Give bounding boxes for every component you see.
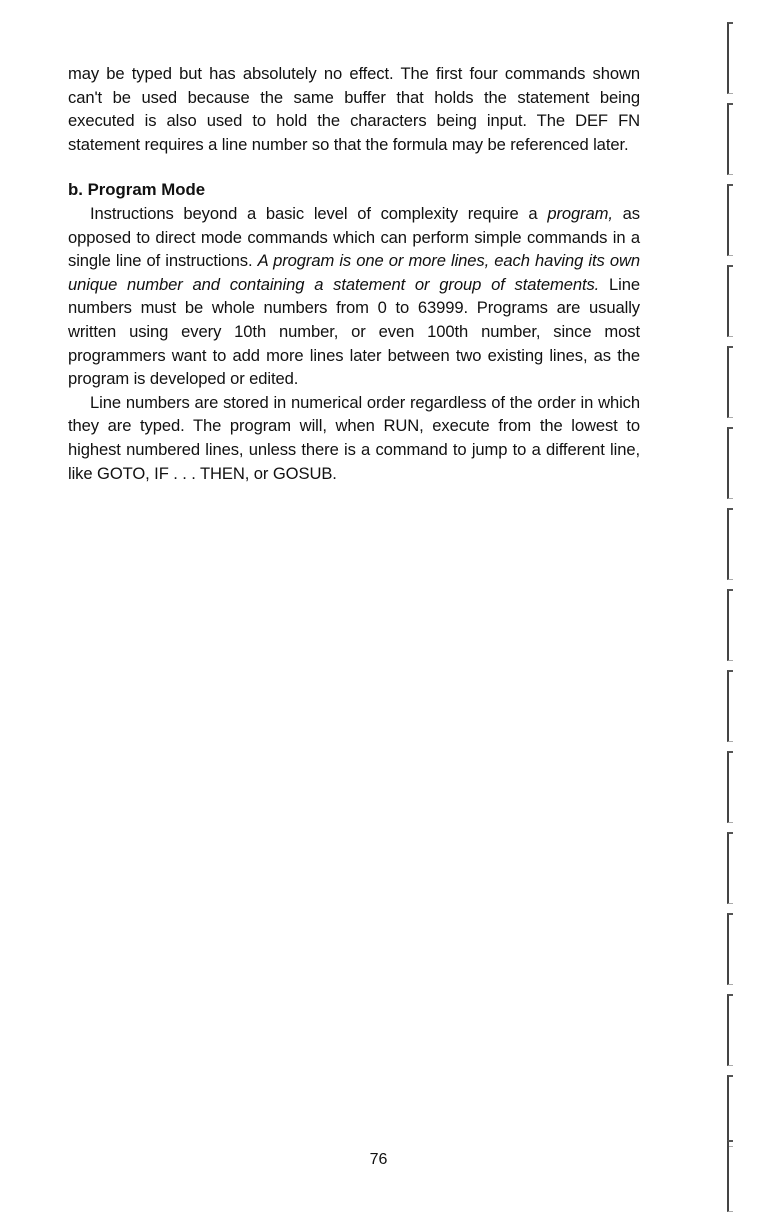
paragraph-2-italic-a: program, bbox=[547, 203, 613, 223]
binding-mark bbox=[727, 751, 733, 823]
binding-mark bbox=[727, 1075, 733, 1147]
paragraph-2-text-c: Line numbers must be whole numbers from 0 to 63999. Programs are usually written using every 10th number, or even 100th number, since most programmers want to add more lines later between two existing lines, as the program is developed or edited. bbox=[68, 274, 640, 389]
binding-mark bbox=[727, 346, 733, 418]
binding-mark bbox=[727, 670, 733, 742]
binding-mark bbox=[727, 589, 733, 661]
binding-mark bbox=[727, 913, 733, 985]
binding-mark bbox=[727, 265, 733, 337]
paragraph-continuation bbox=[68, 62, 640, 156]
binding-mark bbox=[727, 832, 733, 904]
section-heading: b. Program Mode bbox=[68, 180, 206, 200]
paragraph-2-italic-b: A program is one or more lines, each having its own unique number and containing a statement or group of statements. bbox=[68, 251, 640, 294]
binding-mark bbox=[727, 508, 733, 580]
binding-edge bbox=[727, 0, 739, 1220]
binding-mark bbox=[727, 184, 733, 256]
paragraph-3-text: Line numbers are stored in numerical order regardless of the order in which they are typed. The program will, when RUN, execute from the lowest to highest numbered lines, unless there is a command to jump to a different line, like GOTO, IF . . . THEN, or GOSUB. bbox=[68, 392, 640, 483]
binding-mark bbox=[727, 1140, 733, 1212]
paragraph-line-numbers bbox=[68, 391, 640, 485]
page-number: 76 bbox=[369, 1151, 388, 1168]
binding-mark bbox=[727, 22, 733, 94]
paragraph-2-text-a: Instructions beyond a basic level of complexity require a bbox=[90, 203, 548, 223]
page-body bbox=[68, 62, 640, 485]
paragraph-program-mode bbox=[68, 202, 640, 391]
binding-mark bbox=[727, 994, 733, 1066]
paragraph-2-text-b: as opposed to direct mode commands which can perform simple commands in a single line of instructions. bbox=[68, 203, 640, 271]
binding-mark bbox=[727, 427, 733, 499]
paragraph-1-text: may be typed but has absolutely no effect. The first four commands shown can't be used because the same buffer that holds the statement being executed is also used to hold the characters being input. The DEF FN statement requires a line number so that the formula may be referenced later. bbox=[68, 64, 640, 154]
binding-mark bbox=[727, 103, 733, 175]
